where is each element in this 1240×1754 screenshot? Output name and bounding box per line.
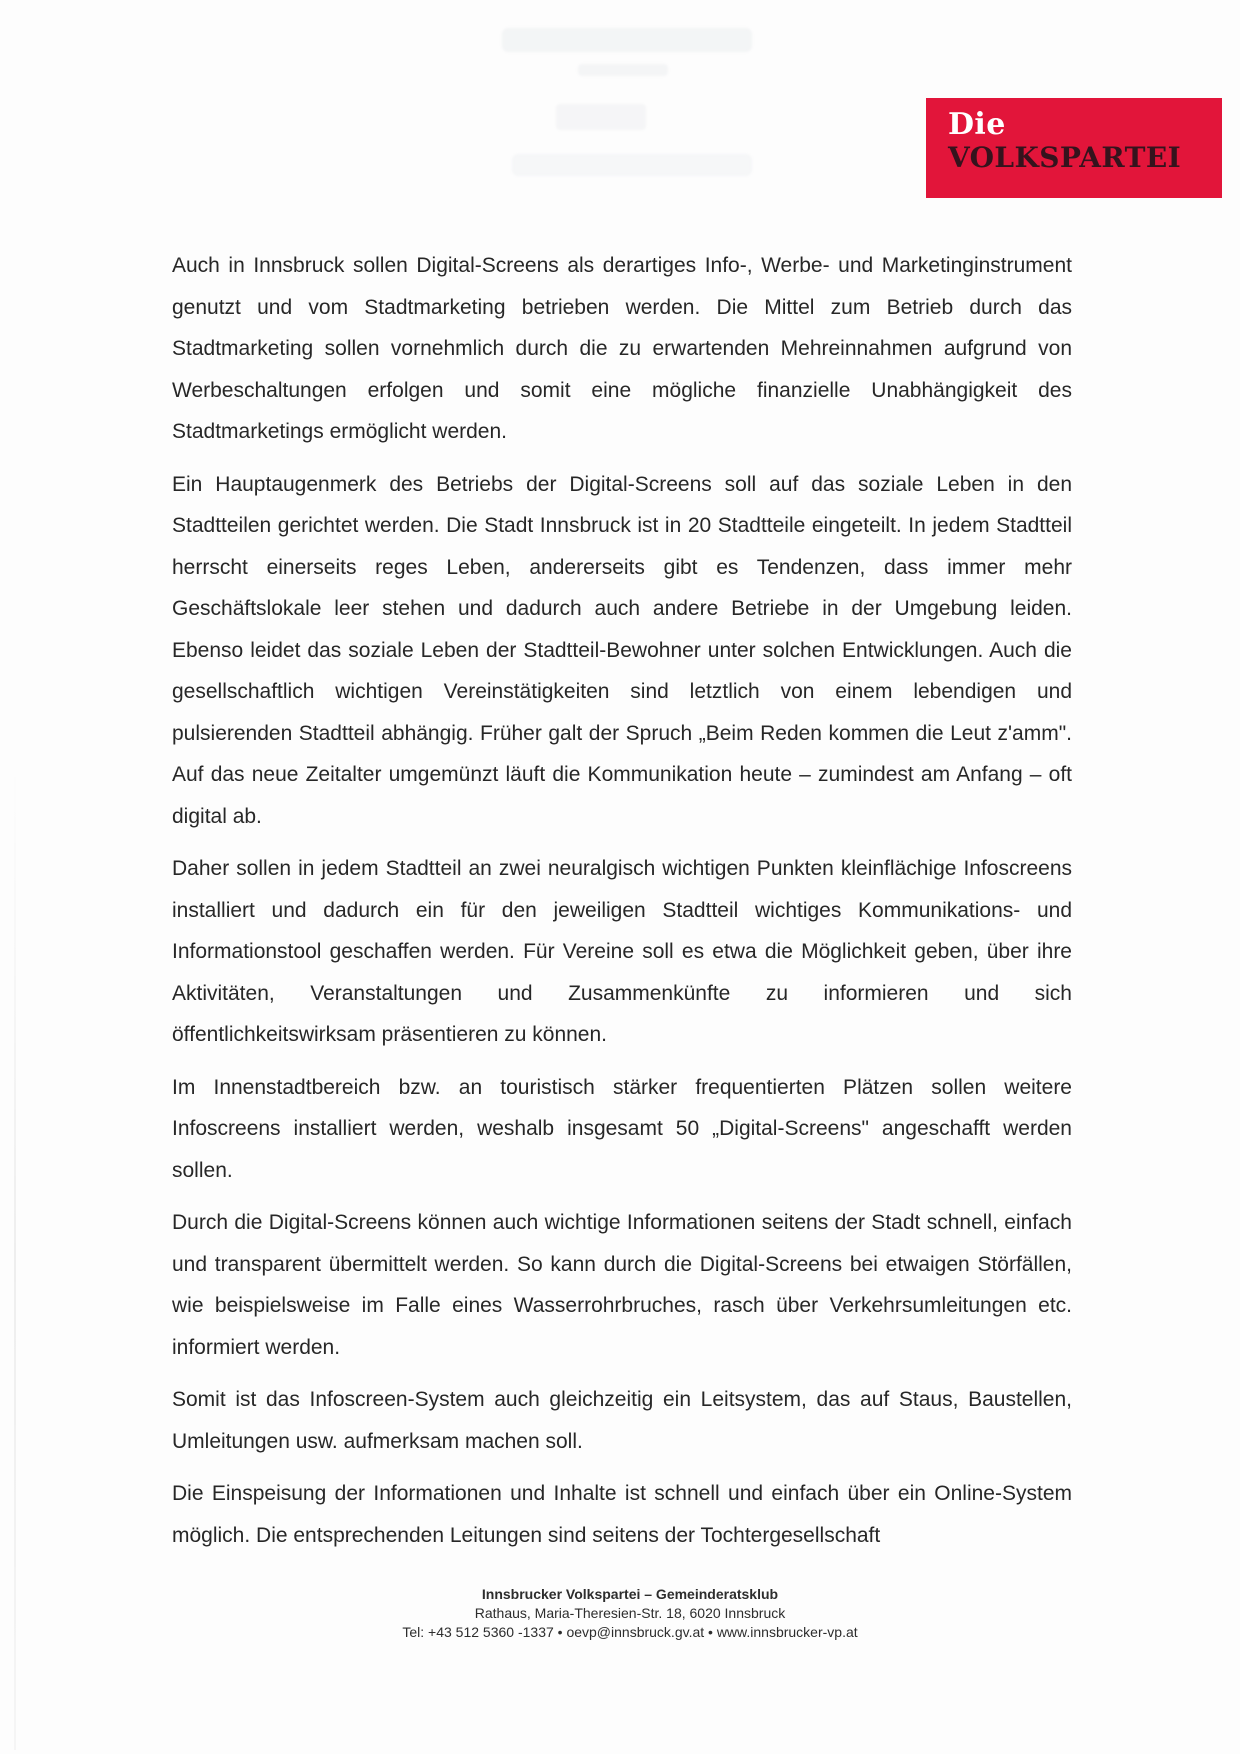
scan-edge-shadow <box>14 760 16 1750</box>
logo-line-2: VOLKSPARTEI <box>948 141 1182 174</box>
document-body <box>172 245 1072 1567</box>
logo-line-1: Die <box>948 107 1006 142</box>
footer-address: Rathaus, Maria-Theresien-Str. 18, 6020 Innsbruck <box>474 1605 786 1621</box>
footer-contact: Tel: +43 512 5360 -1337 • oevp@innsbruck.gv.at • www.innsbrucker-vp.at <box>402 1624 858 1640</box>
body-paragraph: Somit ist das Infoscreen-System auch gleichzeitig ein Leitsystem, das auf Staus, Baustellen, Umleitungen usw. aufmerksam machen soll. <box>172 1388 1072 1453</box>
body-paragraph: Im Innenstadtbereich bzw. an touristisch stärker frequentierten Plätzen sollen weitere Infoscreens installiert werden, weshalb insgesamt 50 „Digital-Screens" angeschafft werden sollen. <box>172 1075 1072 1182</box>
faint-stamp-line <box>578 64 668 76</box>
faint-stamp-line <box>556 104 646 130</box>
faint-stamp <box>490 22 790 182</box>
footer-organization: Innsbrucker Volkspartei – Gemeinderatsklub <box>481 1586 779 1602</box>
body-paragraph: Die Einspeisung der Informationen und Inhalte ist schnell und einfach über ein Online-System möglich. Die entsprechenden Leitungen sind seitens der Tochtergesellschaft <box>172 1482 1072 1547</box>
faint-stamp-line <box>502 28 752 52</box>
body-paragraph: Daher sollen in jedem Stadtteil an zwei neuralgisch wichtigen Punkten kleinflächige Infoscreens installiert und dadurch ein für den jeweiligen Stadtteil wichtiges Kommunikations- und Informationstool geschaffen werden. Für Vereine soll es etwa die Möglichkeit geben, über ihre Aktivitäten, Veranstaltungen und Zusammenkünfte zu informieren und sich öffentlichkeitswirksam präsentieren zu können. <box>172 857 1072 1046</box>
body-paragraph: Durch die Digital-Screens können auch wichtige Informationen seitens der Stadt schnell, einfach und transparent übermittelt werden. So kann durch die Digital-Screens bei etwaigen Störfällen, wie beispielsweise im Falle eines Wasserrohrbruches, rasch über Verkehrsumleitungen etc. informiert werden. <box>172 1211 1072 1359</box>
faint-stamp-line <box>512 154 752 176</box>
body-paragraph: Auch in Innsbruck sollen Digital-Screens als derartiges Info-, Werbe- und Marketinginstrument genutzt und vom Stadtmarketing betrieben werden. Die Mittel zum Betrieb durch das Stadtmarketing sollen vornehmlich durch die zu erwartenden Mehreinnahmen aufgrund von Werbeschaltungen erfolgen und somit eine mögliche finanzielle Unabhängigkeit des Stadtmarketings ermöglicht werden. <box>172 254 1072 443</box>
party-logo <box>926 98 1222 198</box>
body-paragraph: Ein Hauptaugenmerk des Betriebs der Digital-Screens soll auf das soziale Leben in den Stadtteilen gerichtet werden. Die Stadt Innsbruck ist in 20 Stadtteile eingeteilt. In jedem Stadtteil herrscht einerseits reges Leben, andererseits gibt es Tendenzen, dass immer mehr Geschäftslokale leer stehen und dadurch auch andere Betriebe in der Umgebung leiden. Ebenso leidet das soziale Leben der Stadtteil-Bewohner unter solchen Entwicklungen. Auch die gesellschaftlich wichtigen Vereinstätigkeiten sind letztlich von einem lebendigen und pulsierenden Stadtteil abhängig. Früher galt der Spruch „Beim Reden kommen die Leut z'amm". Auf das neue Zeitalter umgemünzt läuft die Kommunikation heute – zumindest am Anfang – oft digital ab. <box>172 472 1072 828</box>
document-footer <box>330 1585 930 1642</box>
